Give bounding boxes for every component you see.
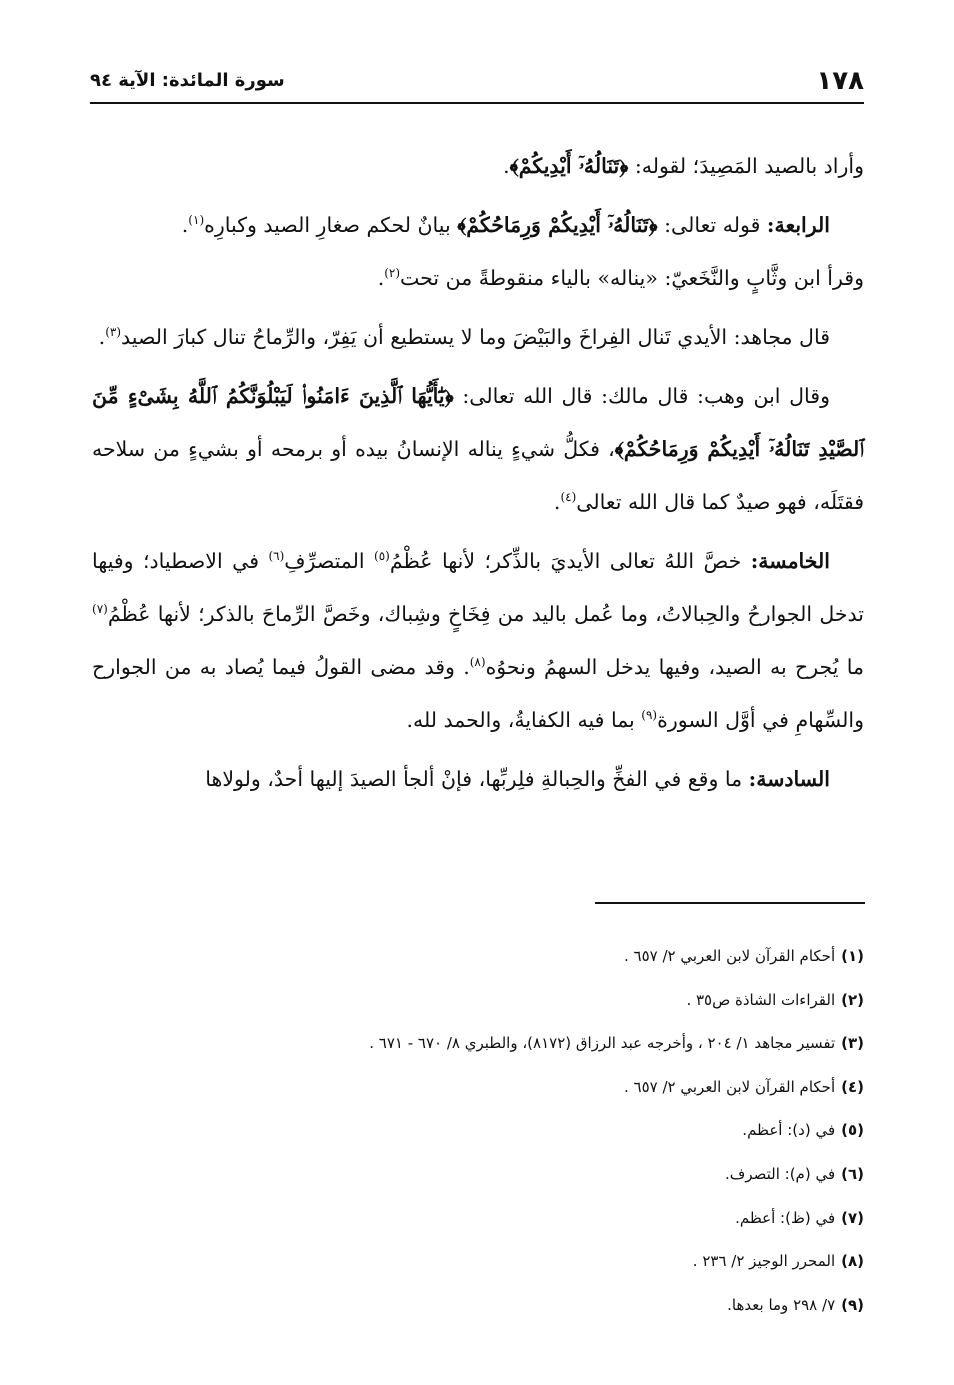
header-rule xyxy=(90,102,864,104)
paragraph-6 xyxy=(92,535,864,747)
footnote-item xyxy=(92,1066,864,1110)
paragraph-text: قوله تعالى: xyxy=(657,213,767,237)
footnote-ref[interactable]: (٨) xyxy=(469,655,486,670)
page-number: ١٧٨ xyxy=(816,66,864,96)
footnote-text: القراءات الشاذة ص٣٥ . xyxy=(686,990,836,1009)
footnote-text: في (د): أعظم. xyxy=(742,1121,836,1140)
footnote-item xyxy=(92,1153,864,1197)
paragraph-1 xyxy=(92,140,864,193)
footnote-item xyxy=(92,1240,864,1284)
footnote-number: (٧) xyxy=(841,1208,864,1227)
footnote-item xyxy=(92,1284,864,1328)
footnote-item xyxy=(92,1109,864,1153)
footnote-text: أحكام القرآن لابن العربي ٢/ ٦٥٧ . xyxy=(624,947,836,965)
footnote-text: ٧/ ٢٩٨ وما بعدها. xyxy=(727,1295,836,1314)
paragraph-text: . وقد مضى القولُ فيما يُصاد به من الجوارح والسِّهامِ في أوَّل السورة xyxy=(92,655,864,732)
paragraph-text: ما يُجرح به الصيد، وفيها يدخل السهمُ ونحوُه xyxy=(485,655,864,679)
footnotes-list xyxy=(92,935,864,1327)
footnote-ref[interactable]: (٧) xyxy=(92,602,108,617)
quran-quote: ﴿تَنَالُهُۥٓ أَيْدِيكُمْ وَرِمَاحُكُمْ﴾ xyxy=(457,213,658,237)
paragraph-2 xyxy=(92,199,864,305)
paragraph-text: . xyxy=(181,213,189,237)
page-header xyxy=(90,62,864,102)
footnote-ref[interactable]: (٢) xyxy=(384,266,401,281)
paragraph-text: خصَّ اللهُ تعالى الأيديَ بالذِّكر؛ لأنها عُظْمُ xyxy=(389,549,751,573)
footnote-number: (١) xyxy=(841,947,864,965)
footnote-item xyxy=(92,1022,864,1066)
paragraph-text: . xyxy=(98,325,106,349)
paragraph-text: وأراد بالصيد المَصِيدَ؛ لقوله: xyxy=(628,154,864,178)
paragraph-text: . xyxy=(377,266,385,290)
paragraph-text: ما وقع في الفخِّ والحِبالةِ فلِربِّها، فإنْ ألجأ الصيدَ إليها أحدٌ، ولولاها xyxy=(205,767,749,791)
footnote-text: أحكام القرآن لابن العربي ٢/ ٦٥٧ . xyxy=(624,1077,836,1096)
footnote-ref[interactable]: (٥) xyxy=(374,549,390,564)
footnote-text: في (ظ): أعظم. xyxy=(735,1208,836,1227)
footnote-item xyxy=(92,935,864,979)
footnote-ref[interactable]: (٣) xyxy=(105,325,122,340)
footnote-item xyxy=(92,979,864,1023)
footnote-text: المحرر الوجيز ٢/ ٢٣٦ . xyxy=(692,1252,836,1271)
paragraph-7 xyxy=(92,753,864,806)
paragraph-text: قال مجاهد: الأيدي تَنال الفِراخَ والبَيْضَ وما لا يستطيع أن يَفِرّ، والرِّماحُ تنال كبارَ الصيد xyxy=(121,325,830,349)
footnote-ref[interactable]: (٤) xyxy=(560,490,577,505)
paragraph-text: بيانٌ لحكم صغارِ الصيد وكبارِه xyxy=(204,213,458,237)
footnote-ref[interactable]: (٩) xyxy=(641,708,658,723)
quran-quote: ﴿تَنَالُهُۥٓ أَيْدِيكُمْ﴾ xyxy=(509,154,629,178)
main-text xyxy=(92,140,864,812)
footnote-number: (٤) xyxy=(841,1077,864,1096)
paragraph-text: بما فيه الكفايةُ، والحمد لله. xyxy=(406,708,642,732)
paragraph-text: في الاصطياد؛ وفيها تدخل الجوارحُ والحِبالاتُ، وما عُمل باليد من فِخَاخٍ وشِباك، وخَصَّ الرِّماحَ بالذكر؛ لأنها عُظْمُ xyxy=(92,549,864,626)
paragraph-4 xyxy=(92,311,864,364)
paragraph-text: . xyxy=(503,154,510,178)
footnote-ref[interactable]: (٦) xyxy=(268,549,285,564)
paragraph-5 xyxy=(92,370,864,529)
footnote-separator xyxy=(595,902,865,904)
footnote-text: تفسير مجاهد ١/ ٢٠٤ ، وأخرجه عبد الرزاق (٨١٧٢)، والطبري ٨/ ٦٧٠ - ٦٧١ . xyxy=(369,1034,836,1053)
footnote-number: (٣) xyxy=(841,1034,864,1053)
section-heading: الخامسة: xyxy=(750,549,830,573)
footnote-text: في (م): التصرف. xyxy=(725,1164,836,1183)
footnote-ref[interactable]: (١) xyxy=(188,213,205,228)
footnote-item xyxy=(92,1197,864,1241)
footnote-number: (٥) xyxy=(841,1121,864,1140)
section-heading: الرابعة: xyxy=(766,213,830,237)
footnote-number: (٢) xyxy=(841,990,864,1009)
paragraph-text: وقرأ ابن وثَّابٍ والنَّخَعيّ: «يناله» بالياء منقوطةً من تحت xyxy=(400,266,864,290)
footnote-number: (٦) xyxy=(841,1164,864,1183)
paragraph-text: وقال ابن وهب: قال مالك: قال الله تعالى: xyxy=(453,384,830,408)
running-title: سورة المائدة: الآية ٩٤ xyxy=(90,70,285,91)
paragraph-text: المتصرِّفِ xyxy=(284,549,375,573)
footnote-number: (٨) xyxy=(841,1252,864,1271)
paragraph-text: ، فكلُّ شيءٍ يناله الإنسانُ بيده أو برمحه أو بشيءٍ من سلاحه فقتَلَه، فهو صيدٌ كما قال الله تعالى xyxy=(92,437,864,514)
footnote-number: (٩) xyxy=(841,1295,864,1314)
section-heading: السادسة: xyxy=(748,767,830,791)
paragraph-text: . xyxy=(553,490,561,514)
quran-quote: ﴿يَٰٓأَيُّهَا ٱلَّذِينَ ءَامَنُوا۟ لَيَبْلُوَنَّكُمُ ٱللَّهُ بِشَىْءٍ مِّنَ ٱلصَّيْدِ تَنَالُهُۥٓ أَيْدِيكُمْ وَرِمَاحُكُمْ﴾ xyxy=(92,384,864,461)
